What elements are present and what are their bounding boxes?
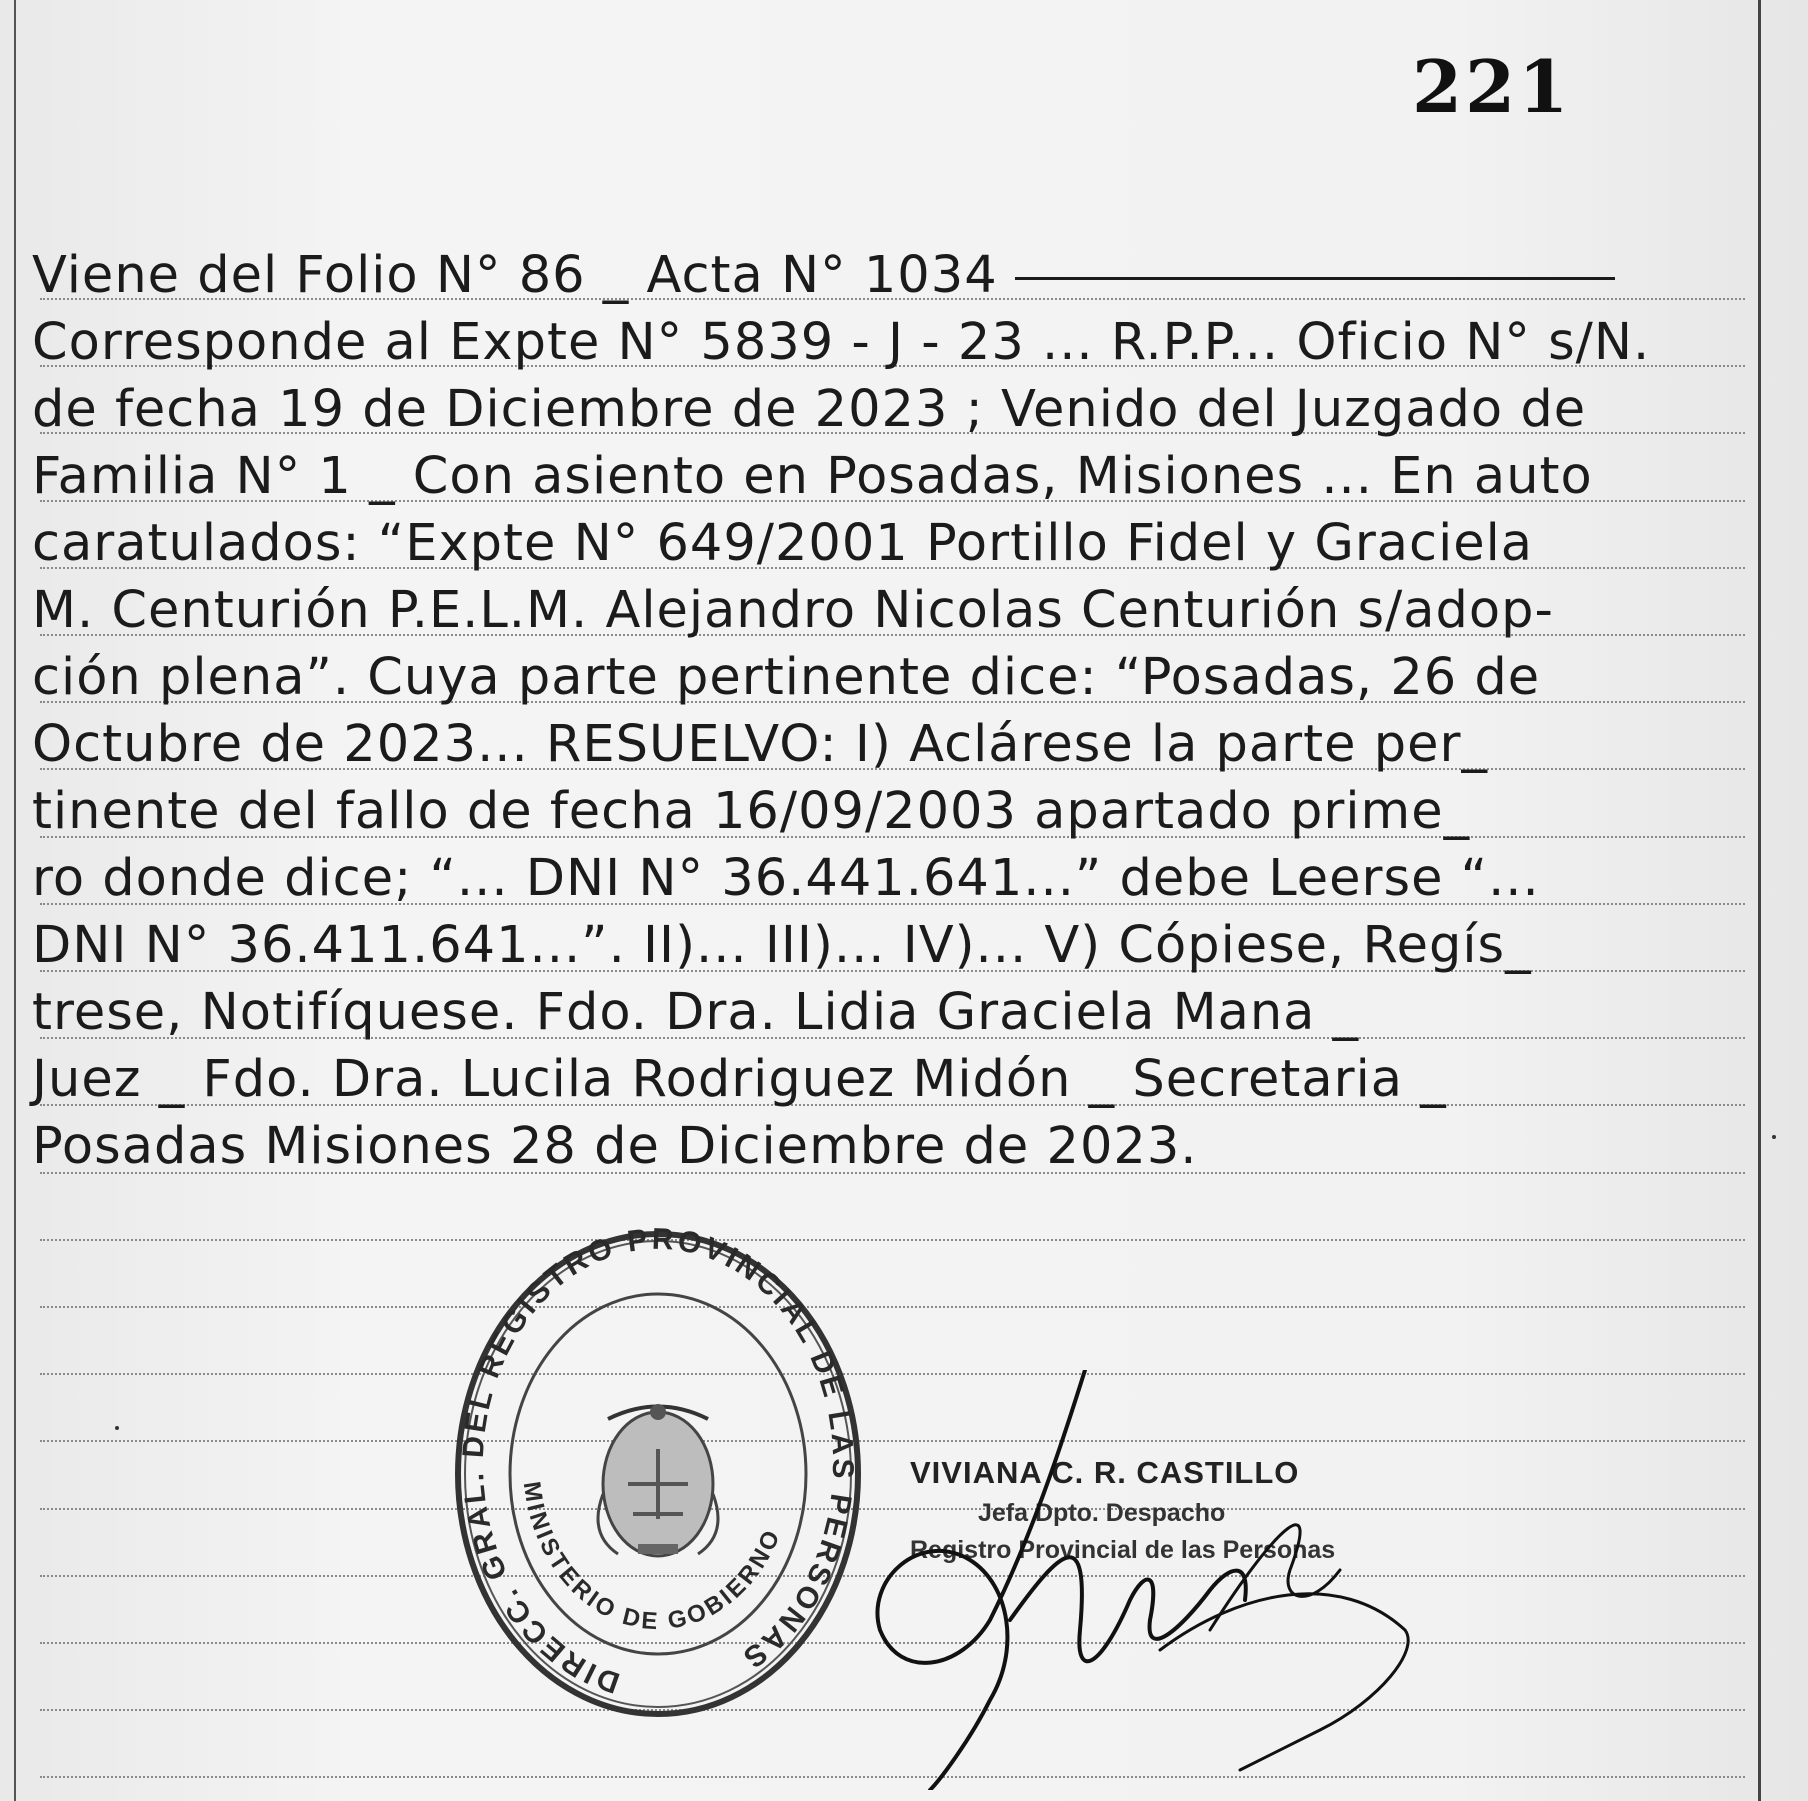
handwritten-line: DNI N° 36.411.641...”. II)... III)... IV)... V) Cópiese, Regís_ [32,916,1532,975]
handwritten-line [32,246,1615,306]
handwritten-signature [860,1370,1420,1790]
handwritten-line: ro donde dice; “... DNI N° 36.441.641...” debe Leerse “... [32,849,1540,908]
handwritten-line: Corresponde al Expte N° 5839 - J - 23 ... R.P.P... Oficio N° s/N. [32,313,1651,372]
seal-graphic [448,1224,868,1724]
ruled-line [40,1239,1745,1241]
ruled-line [40,1306,1745,1308]
handwritten-text: Viene del Folio N° 86 _ Acta N° 1034 [32,246,998,305]
handwritten-line: Posadas Misiones 28 de Diciembre de 2023. [32,1117,1198,1176]
handwritten-line: Octubre de 2023... RESUELVO: I) Aclárese la parte per_ [32,715,1488,774]
signatory-organization: Registro Provincial de las Personas [910,1536,1336,1564]
signatory-role: Jefa Dpto. Despacho [978,1499,1226,1527]
handwritten-line: trese, Notifíquese. Fdo. Dra. Lidia Graciela Mana _ [32,983,1360,1042]
handwritten-line: de fecha 19 de Diciembre de 2023 ; Venido del Juzgado de [32,380,1587,439]
handwritten-line: Familia N° 1 _ Con asiento en Posadas, Misiones ... En auto [32,447,1593,506]
coat-of-arms-icon [598,1404,718,1556]
ink-speck [115,1426,119,1430]
seal-outer-text: DIRECC. GRAL. DEL REGISTRO PROVINCIAL DE LAS PERSONAS [456,1224,860,1700]
handwritten-line: Juez _ Fdo. Dra. Lucila Rodriguez Midón _ Secretaria _ [32,1050,1447,1109]
handwritten-line: tinente del fallo de fecha 16/09/2003 apartado prime_ [32,782,1471,841]
folio-number: 221 [1412,44,1572,129]
handwritten-line: M. Centurión P.E.L.M. Alejandro Nicolas Centurión s/adop- [32,581,1554,640]
handwritten-line: caratulados: “Expte N° 649/2001 Portillo Fidel y Graciela [32,514,1534,573]
handwritten-line: ción plena”. Cuya parte pertinente dice: “Posadas, 26 de [32,648,1541,707]
seal-inner-text: MINISTERIO DE GOBIERNO [517,1479,787,1636]
official-seal [448,1224,868,1724]
ink-speck [1772,1135,1776,1139]
fill-line [1015,277,1615,280]
signatory-name: VIVIANA C. R. CASTILLO [910,1455,1300,1490]
